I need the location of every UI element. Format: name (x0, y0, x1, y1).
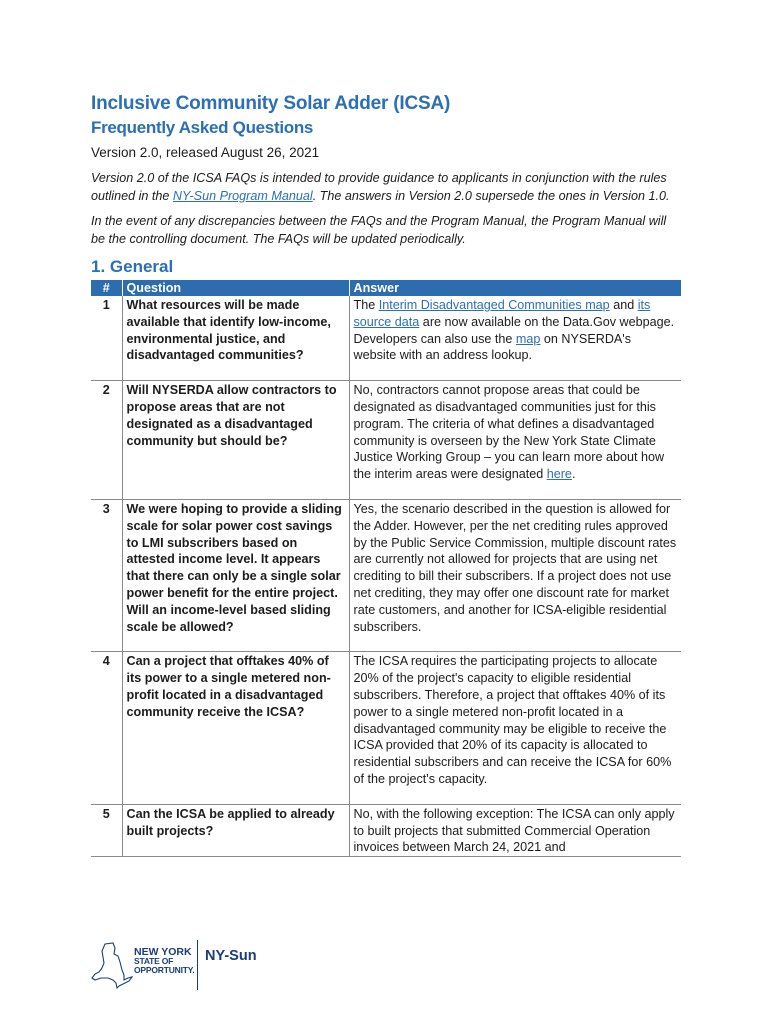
column-header-question: Question (122, 280, 349, 296)
answer-cell (349, 381, 681, 500)
intro-paragraph-1 (91, 169, 681, 205)
row-number: 2 (91, 381, 122, 500)
table-row (91, 381, 681, 500)
table-row (91, 804, 681, 856)
answer-cell (349, 296, 681, 381)
here-link[interactable]: here (546, 467, 572, 482)
question-cell: We were hoping to provide a sliding scale for solar power cost savings to LMI subscribers based on attested income level. It appears that there can only be a single solar power benefit for the entire project. Will an income-level based sliding scale be allowed? (122, 499, 349, 651)
section-heading-general: 1. General (91, 257, 174, 276)
faq-table (91, 280, 681, 857)
answer-text: and (609, 298, 638, 312)
dac-map-link[interactable]: Interim Disadvantaged Communities map (378, 298, 610, 312)
answer-text: are now available on the Data.Gov webpage. Developers can also use the (353, 314, 675, 346)
table-row (91, 296, 681, 381)
answer-cell: Yes, the scenario described in the question is allowed for the Adder. However, per the net crediting rules approved by the Public Service Commission, multiple discount rates are currently not allowed for projects that are using net crediting to bill their subscribers. If a project does not use net crediting, they may offer one discount rate for market rate customers, and another for ICSA-eligible residential subscribers. (349, 499, 681, 651)
footer-logo (91, 940, 291, 992)
source-data-link[interactable]: its source data (353, 298, 651, 329)
answer-text: . (571, 467, 576, 482)
ny-line-1: NEW YORK (134, 946, 192, 958)
column-header-number: # (91, 280, 122, 296)
document-title: Inclusive Community Solar Adder (ICSA) (91, 93, 451, 114)
document-subtitle: Frequently Asked Questions (91, 118, 314, 137)
answer-cell: The ICSA requires the participating projects to allocate 20% of the project's capacity to eligible residential subscribers. Therefore, a project that offtakes 40% of its power to a single metered non-profit located in a disadvantaged community may be eligible to receive the ICSA provided that 20% of its capacity is allocated to residential subscribers and can receive the ICSA for 60% of the project's capacity. (349, 652, 681, 804)
logo-divider (197, 940, 198, 990)
program-manual-link[interactable]: NY-Sun Program Manual (172, 189, 313, 203)
row-number: 4 (91, 652, 122, 804)
question-cell: Can a project that offtakes 40% of its power to a single metered non-profit located in a disadvantaged community receive the ICSA? (122, 652, 349, 804)
intro-text: . The answers in Version 2.0 supersede the ones in Version 1.0. (312, 189, 670, 203)
table-row (91, 499, 681, 651)
question-cell: Can the ICSA be applied to already built projects? (122, 804, 349, 856)
intro-text: Version 2.0 of the ICSA FAQs is intended to provide guidance to applicants in conjunction with the rules outlined in the (91, 171, 667, 203)
question-cell: What resources will be made available that identify low-income, environmental justice, and disadvantaged communities? (122, 296, 349, 381)
row-number: 1 (91, 296, 122, 381)
table-header-row (91, 280, 681, 296)
row-number: 5 (91, 804, 122, 856)
answer-text: The (353, 298, 379, 312)
new-york-state-map-icon (91, 942, 133, 990)
table-row (91, 652, 681, 804)
answer-text: on NYSERDA's website with an address lookup. (353, 331, 632, 363)
nyserda-map-link[interactable]: map (515, 331, 541, 346)
version-line: Version 2.0, released August 26, 2021 (91, 145, 320, 160)
question-cell: Will NYSERDA allow contractors to propose areas that are not designated as a disadvantaged community but should be? (122, 381, 349, 500)
answer-cell: No, with the following exception: The ICSA can only apply to built projects that submitted Commercial Operation invoices between March 24, 2021 and (349, 804, 681, 856)
column-header-answer: Answer (349, 280, 681, 296)
answer-text: No, contractors cannot propose areas that could be designated as disadvantaged communities just for this program. The criteria of what defines a disadvantaged community is overseen by the New York State Climate Justice Working Group – you can learn more about how the interim areas were designated (353, 383, 665, 482)
ny-line-3: OPPORTUNITY. (134, 965, 195, 975)
ny-sun-wordmark: NY-Sun (205, 948, 257, 964)
intro-paragraph-2: In the event of any discrepancies between the FAQs and the Program Manual, the Program Manual will be the controlling document. The FAQs will be updated periodically. (91, 214, 667, 246)
document-page (91, 92, 681, 857)
nys-wordmark (134, 948, 194, 975)
ny-line-2: STATE OF (134, 956, 174, 966)
row-number: 3 (91, 499, 122, 651)
